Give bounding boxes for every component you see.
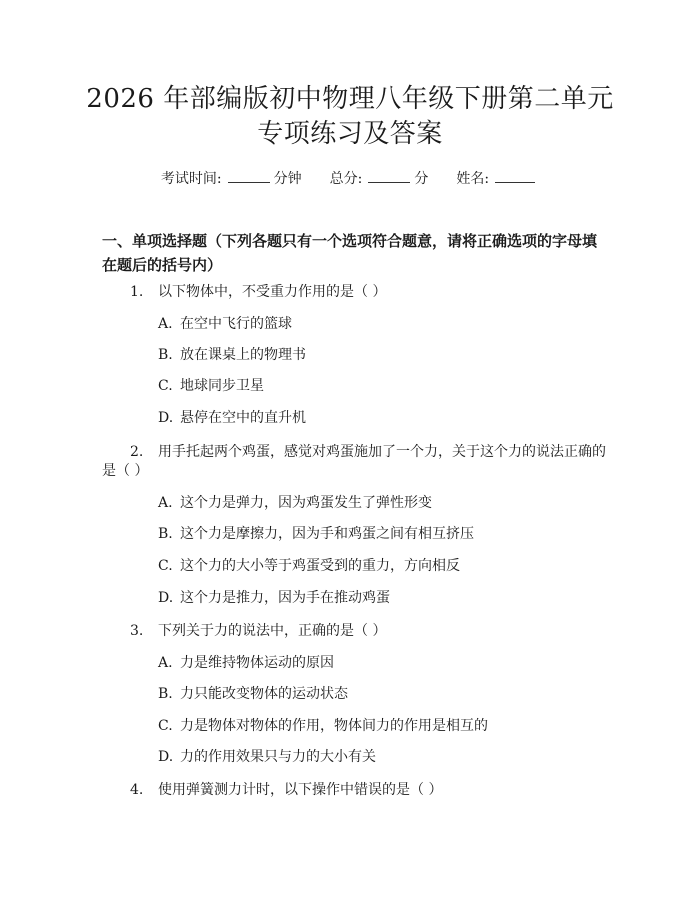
option-text: 放在课桌上的物理书	[180, 347, 306, 363]
option-text: 力是维持物体运动的原因	[180, 655, 334, 671]
student-name-label: 姓名:	[456, 171, 490, 187]
option-letter: B.	[158, 686, 173, 702]
option-text: 在空中飞行的篮球	[180, 316, 292, 332]
student-name-blank	[495, 168, 535, 183]
option-text: 悬停在空中的直升机	[180, 410, 306, 426]
option-letter: C.	[158, 718, 173, 734]
question-number: 1.	[130, 284, 144, 300]
exam-time-blank	[228, 168, 270, 183]
option-letter: C.	[158, 558, 173, 574]
option-text: 力是物体对物体的作用，物体间力的作用是相互的	[180, 718, 488, 734]
question-number: 2.	[130, 444, 144, 460]
option-letter: D.	[158, 590, 174, 606]
option-letter: B.	[158, 526, 173, 542]
option-letter: D.	[158, 749, 174, 765]
option-letter: C.	[158, 378, 173, 394]
question-number: 3.	[130, 623, 144, 639]
question-4	[130, 778, 442, 802]
question-1-option-a	[158, 314, 292, 334]
question-3	[130, 619, 386, 643]
option-letter: A.	[158, 316, 173, 332]
page-title-line2: 专项练习及答案	[257, 119, 443, 149]
total-score-label: 总分:	[329, 171, 363, 187]
question-1	[130, 280, 386, 304]
question-2-continuation	[102, 459, 148, 483]
section-heading: 一、单项选择题（下列各题只有一个选项符合题意，请将正确选项的字母填在题后的括号内）	[102, 232, 598, 274]
option-letter: D.	[158, 410, 174, 426]
option-text: 地球同步卫星	[180, 378, 264, 394]
student-name-field	[456, 168, 539, 189]
exam-info-row	[0, 168, 700, 189]
question-3-option-a	[158, 653, 334, 673]
question-2-option-d	[158, 588, 390, 608]
option-text: 力只能改变物体的运动状态	[180, 686, 348, 702]
total-score-blank	[368, 168, 410, 183]
question-1-option-b	[158, 345, 306, 365]
question-text: 以下物体中，不受重力作用的是（ ）	[158, 284, 387, 300]
total-score-unit: 分	[414, 171, 429, 187]
question-2-option-a	[158, 493, 432, 513]
question-2	[130, 440, 606, 464]
question-text: 使用弹簧测力计时，以下操作中错误的是（ ）	[158, 782, 443, 798]
question-3-option-b	[158, 684, 348, 704]
question-3-option-d	[158, 747, 376, 767]
exam-time-label: 考试时间:	[160, 171, 222, 187]
question-text-line2: 是（ ）	[102, 463, 149, 479]
question-2-option-c	[158, 556, 460, 576]
option-letter: B.	[158, 347, 173, 363]
total-score-field	[330, 168, 429, 189]
option-letter: A.	[158, 655, 173, 671]
exam-time-field	[161, 168, 302, 189]
question-2-option-b	[158, 524, 474, 544]
option-text: 这个力是推力，因为手在推动鸡蛋	[180, 590, 390, 606]
question-number: 4.	[130, 782, 144, 798]
question-text-line1: 用手托起两个鸡蛋，感觉对鸡蛋施加了一个力，关于这个力的说法正确的	[158, 444, 606, 460]
question-text: 下列关于力的说法中，正确的是（ ）	[158, 623, 387, 639]
option-text: 这个力的大小等于鸡蛋受到的重力，方向相反	[180, 558, 460, 574]
option-text: 力的作用效果只与力的大小有关	[180, 749, 376, 765]
option-letter: A.	[158, 495, 173, 511]
question-1-option-c	[158, 376, 264, 396]
exam-time-unit: 分钟	[273, 171, 302, 187]
option-text: 这个力是弹力，因为鸡蛋发生了弹性形变	[180, 495, 432, 511]
option-text: 这个力是摩擦力，因为手和鸡蛋之间有相互挤压	[180, 526, 474, 542]
page-title-line1: 2026 年部编版初中物理八年级下册第二单元	[86, 84, 614, 114]
question-3-option-c	[158, 716, 488, 736]
question-1-option-d	[158, 408, 306, 428]
